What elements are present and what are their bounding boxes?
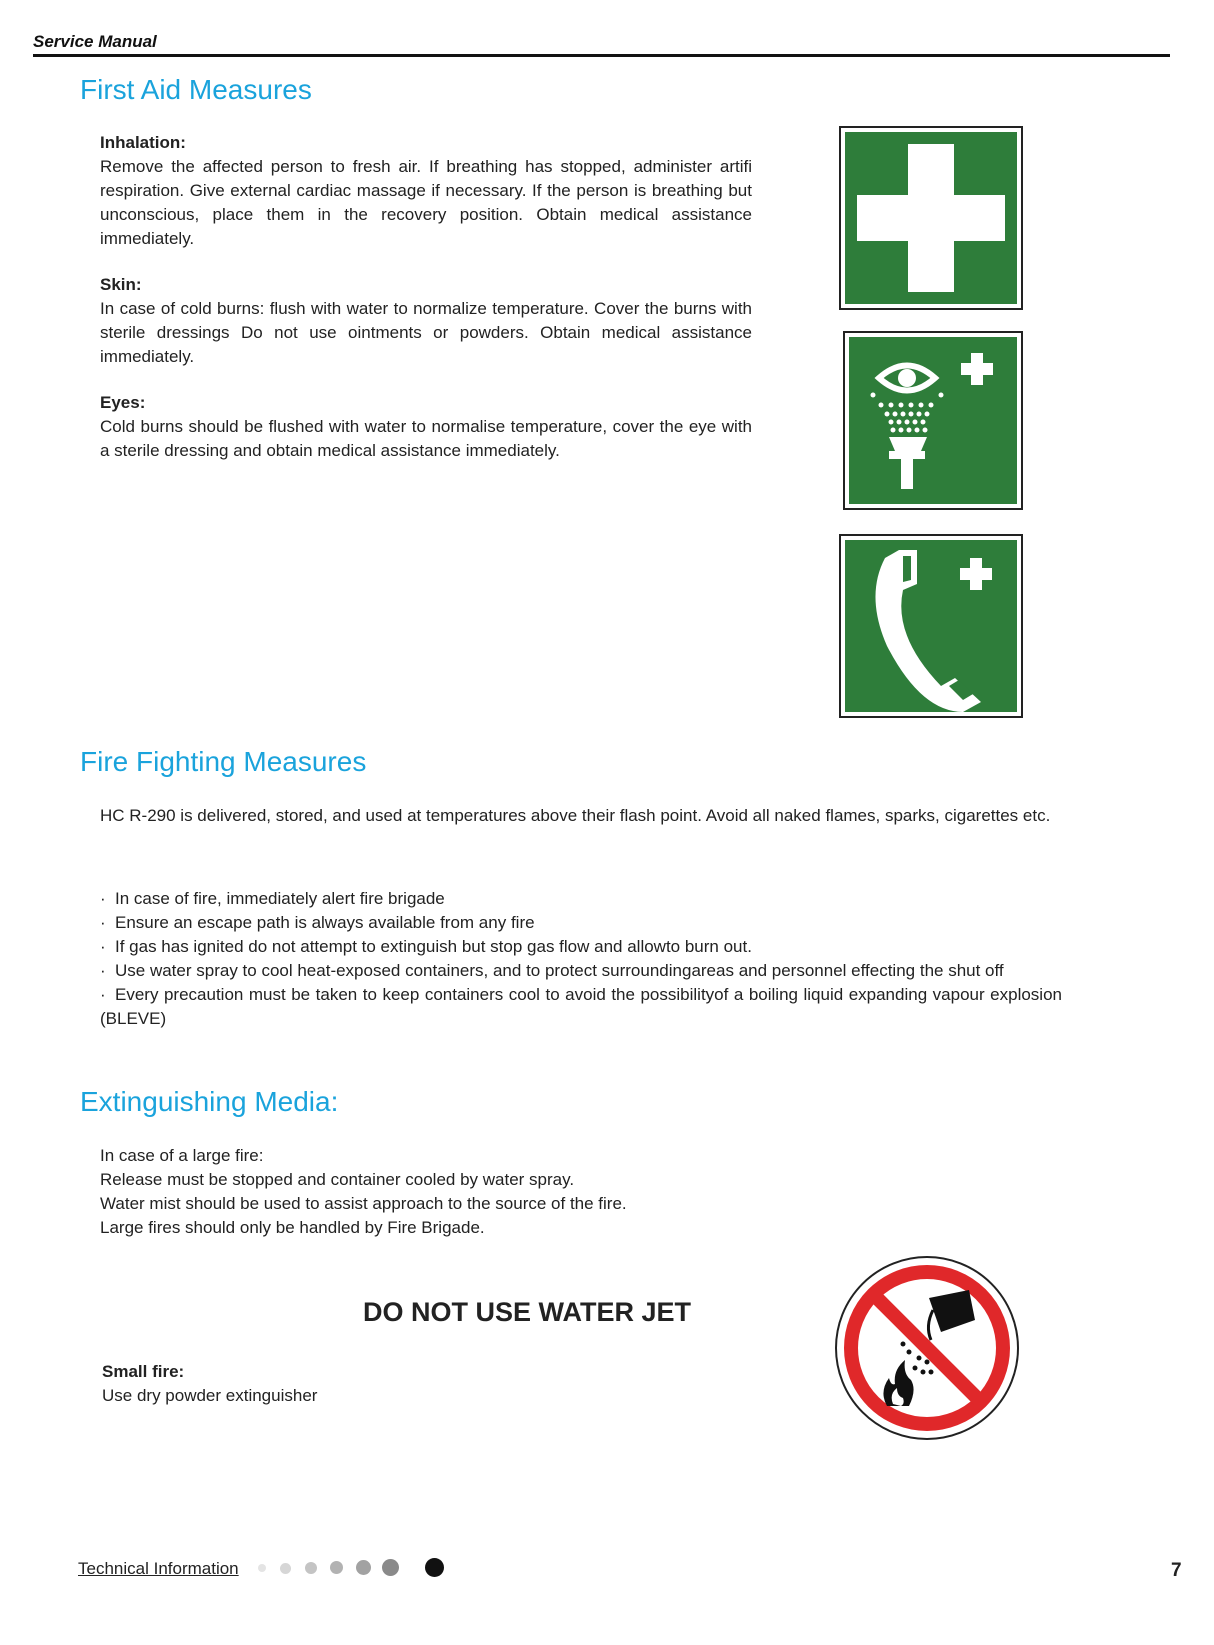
header-rule (33, 54, 1170, 57)
progress-dots (258, 1555, 468, 1579)
fire-fighting-intro: HC R-290 is delivered, stored, and used at temperatures above their flash point. Avoid all naked flames, sparks, cigarettes etc. (100, 806, 1051, 825)
list-item (100, 983, 1062, 1031)
inhalation-block (100, 131, 752, 251)
inhalation-label: Inhalation: (100, 133, 186, 152)
first-aid-cross-icon (841, 128, 1021, 308)
first-aid-title: First Aid Measures (80, 74, 312, 105)
small-fire-label: Small fire: (102, 1362, 185, 1381)
extinguishing-line: Large fires should only be handled by Fire Brigade. (100, 1218, 485, 1237)
bullet-dot: · (100, 937, 106, 956)
small-fire-block (102, 1360, 502, 1408)
emergency-phone-icon (841, 536, 1021, 716)
progress-dot (305, 1562, 317, 1574)
page-number: 7 (1171, 1560, 1182, 1581)
extinguishing-lines (100, 1144, 800, 1240)
inhalation-text: Remove the affected person to fresh air. If breathing has stopped, administer artifi respiration. Give external cardiac massage if necessary. If the person is breathing but unconscious, place them in the recovery position. Obtain medical assistance immediately. (100, 157, 752, 248)
list-item (100, 911, 1062, 935)
list-item (100, 959, 1062, 983)
progress-dot (356, 1560, 371, 1575)
skin-label: Skin: (100, 275, 142, 294)
list-item (100, 887, 1062, 911)
eye-wash-icon (845, 333, 1021, 508)
bullet-text: Use water spray to cool heat-exposed containers, and to protect surroundingareas and personnel effecting the shut off (115, 961, 1004, 980)
fire-fighting-bullets (100, 887, 1062, 1031)
first-aid-cross-sign (839, 126, 1023, 310)
header-title: Service Manual (33, 32, 157, 51)
eye-wash-sign (843, 331, 1023, 510)
no-water-on-fire-icon (833, 1254, 1021, 1442)
eyes-block (100, 391, 752, 463)
bullet-text: If gas has ignited do not attempt to extinguish but stop gas flow and allowto burn out. (115, 937, 752, 956)
progress-dot (425, 1558, 444, 1577)
skin-block (100, 273, 752, 369)
bullet-dot: · (100, 985, 106, 1004)
eyes-text: Cold burns should be flushed with water to normalise temperature, cover the eye with a sterile dressing and obtain medical assistance immediately. (100, 417, 752, 460)
progress-dot (258, 1564, 266, 1572)
eyes-label: Eyes: (100, 393, 146, 412)
extinguishing-line: Water mist should be used to assist approach to the source of the fire. (100, 1194, 627, 1213)
fire-fighting-title: Fire Fighting Measures (80, 746, 367, 777)
bullet-dot: · (100, 913, 106, 932)
bullet-dot: · (100, 961, 106, 980)
progress-dot (280, 1563, 291, 1574)
skin-text: In case of cold burns: flush with water to normalize temperature. Cover the burns with sterile dressings Do not use ointments or powders. Obtain medical assistance immediately. (100, 299, 752, 366)
bullet-text: Every precaution must be taken to keep containers cool to avoid the possibilityof a boiling liquid expanding vapour explosion (BLEVE) (100, 985, 1062, 1028)
progress-dot (382, 1559, 399, 1576)
first-aid-text (100, 131, 752, 463)
water-jet-warning: DO NOT USE WATER JET (363, 1297, 692, 1327)
emergency-phone-sign (839, 534, 1023, 718)
small-fire-text: Use dry powder extinguisher (102, 1386, 318, 1405)
technical-information-link[interactable]: Technical Information (78, 1559, 239, 1578)
fire-fighting-intro-block (100, 804, 1062, 828)
progress-dot (330, 1561, 343, 1574)
extinguishing-line: In case of a large fire: (100, 1146, 264, 1165)
bullet-text: In case of fire, immediately alert fire brigade (115, 889, 445, 908)
extinguishing-title: Extinguishing Media: (80, 1086, 339, 1117)
bullet-dot: · (100, 889, 106, 908)
bullet-text: Ensure an escape path is always available from any fire (115, 913, 535, 932)
list-item (100, 935, 1062, 959)
extinguishing-line: Release must be stopped and container cooled by water spray. (100, 1170, 575, 1189)
